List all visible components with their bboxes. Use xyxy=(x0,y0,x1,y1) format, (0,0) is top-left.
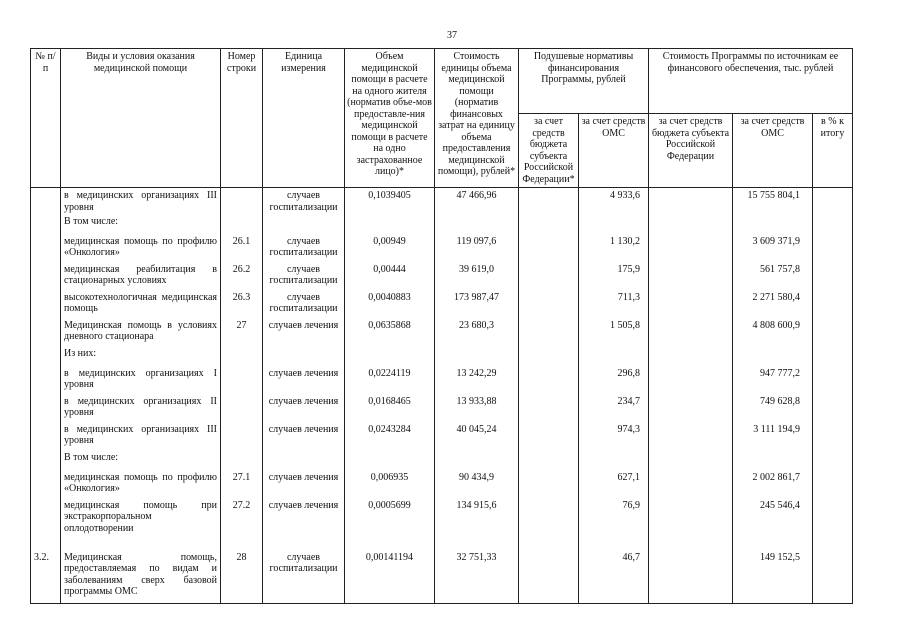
row-per-capita-oms: 1 505,8 xyxy=(579,320,649,348)
row-unit xyxy=(263,452,345,472)
row-name: Медицинская помощь, предоставляемая по видам и заболеваниям сверх базовой программы ОМС xyxy=(61,552,221,604)
row-name: медицинская помощь при экстракорпоральном оплодотворении xyxy=(61,500,221,552)
row-per-capita-oms: 4 933,6 xyxy=(579,188,649,216)
row-per-capita-oms xyxy=(579,348,649,368)
row-number xyxy=(31,236,61,264)
row-line xyxy=(221,424,263,452)
row-total-oms xyxy=(733,452,813,472)
row-cost: 13 242,29 xyxy=(435,368,519,396)
row-total-oms: 749 628,8 xyxy=(733,396,813,424)
row-number xyxy=(31,320,61,348)
row-name: Медицинская помощь в условиях дневного стационара xyxy=(61,320,221,348)
header-num: № п/п xyxy=(31,49,61,188)
row-total-budget xyxy=(649,188,733,216)
header-per-capita-oms: за счет средств ОМС xyxy=(579,114,649,188)
row-total-pct xyxy=(813,472,853,500)
table-row xyxy=(31,552,853,604)
row-cost xyxy=(435,216,519,236)
row-volume: 0,006935 xyxy=(345,472,435,500)
row-unit: случаев лечения xyxy=(263,472,345,500)
header-row: Номер строки xyxy=(221,49,263,188)
row-line: 26.3 xyxy=(221,292,263,320)
row-total-oms: 3 111 194,9 xyxy=(733,424,813,452)
row-number xyxy=(31,264,61,292)
row-total-oms: 947 777,2 xyxy=(733,368,813,396)
row-per-capita-oms: 711,3 xyxy=(579,292,649,320)
row-name: высокотехнологичная медицинская помощь xyxy=(61,292,221,320)
row-cost: 90 434,9 xyxy=(435,472,519,500)
row-total-pct xyxy=(813,424,853,452)
row-number xyxy=(31,188,61,216)
table-row xyxy=(31,472,853,500)
row-per-capita-budget xyxy=(519,472,579,500)
row-total-budget xyxy=(649,424,733,452)
row-total-pct xyxy=(813,348,853,368)
row-total-oms xyxy=(733,348,813,368)
row-unit xyxy=(263,216,345,236)
row-per-capita-oms: 627,1 xyxy=(579,472,649,500)
row-volume: 0,0635868 xyxy=(345,320,435,348)
row-cost xyxy=(435,348,519,368)
row-name: в медицинских организациях I уровня xyxy=(61,368,221,396)
row-cost: 47 466,96 xyxy=(435,188,519,216)
row-per-capita-budget xyxy=(519,320,579,348)
row-total-budget xyxy=(649,396,733,424)
row-number xyxy=(31,216,61,236)
header-cost: Стоимость единицы объема медицинской помощи (норматив финансовых затрат на единицу объема предоставления медицинской помощи), рублей* xyxy=(435,49,519,188)
row-total-oms: 4 808 600,9 xyxy=(733,320,813,348)
row-total-pct xyxy=(813,320,853,348)
row-unit: случаев госпитализации xyxy=(263,552,345,604)
header-per-capita-budget: за счет средств бюджета субъекта Российской Федерации* xyxy=(519,114,579,188)
row-total-pct xyxy=(813,216,853,236)
row-total-budget xyxy=(649,320,733,348)
table-row xyxy=(31,188,853,216)
row-line xyxy=(221,216,263,236)
program-cost-table xyxy=(30,48,853,604)
row-per-capita-budget xyxy=(519,424,579,452)
row-volume: 0,00141194 xyxy=(345,552,435,604)
row-name: в медицинских организациях III уровня xyxy=(61,188,221,216)
row-number xyxy=(31,368,61,396)
row-total-budget xyxy=(649,236,733,264)
row-total-pct xyxy=(813,368,853,396)
row-volume xyxy=(345,216,435,236)
row-cost: 39 619,0 xyxy=(435,264,519,292)
header-volume: Объем медицинской помощи в расчете на одного жителя (норматив объе-мов предоставле-ния медицинской помощи в расчете на одно застрахованное лицо)* xyxy=(345,49,435,188)
row-per-capita-oms: 974,3 xyxy=(579,424,649,452)
row-per-capita-budget xyxy=(519,264,579,292)
row-per-capita-budget xyxy=(519,368,579,396)
row-total-pct xyxy=(813,236,853,264)
row-number xyxy=(31,424,61,452)
row-name: в медицинских организациях II уровня xyxy=(61,396,221,424)
row-unit: случаев лечения xyxy=(263,320,345,348)
row-name: в медицинских организациях III уровня xyxy=(61,424,221,452)
row-total-oms: 245 546,4 xyxy=(733,500,813,552)
row-unit: случаев лечения xyxy=(263,396,345,424)
header-total-oms: за счет средств ОМС xyxy=(733,114,813,188)
row-volume xyxy=(345,348,435,368)
row-cost: 32 751,33 xyxy=(435,552,519,604)
row-line: 26.2 xyxy=(221,264,263,292)
row-number xyxy=(31,396,61,424)
table-row xyxy=(31,320,853,348)
row-total-oms: 149 152,5 xyxy=(733,552,813,604)
row-total-pct xyxy=(813,396,853,424)
row-cost: 119 097,6 xyxy=(435,236,519,264)
row-line: 28 xyxy=(221,552,263,604)
row-line xyxy=(221,452,263,472)
header-per-capita: Подушевые нормативы финансирования Программы, рублей xyxy=(519,49,649,114)
table-row xyxy=(31,348,853,368)
row-cost: 40 045,24 xyxy=(435,424,519,452)
row-cost: 23 680,3 xyxy=(435,320,519,348)
row-name: В том числе: xyxy=(61,452,221,472)
row-volume: 0,00444 xyxy=(345,264,435,292)
row-line: 27 xyxy=(221,320,263,348)
row-total-budget xyxy=(649,292,733,320)
row-line xyxy=(221,188,263,216)
row-per-capita-budget xyxy=(519,216,579,236)
row-per-capita-oms: 175,9 xyxy=(579,264,649,292)
table-row xyxy=(31,236,853,264)
row-total-budget xyxy=(649,552,733,604)
row-cost: 173 987,47 xyxy=(435,292,519,320)
row-total-pct xyxy=(813,188,853,216)
row-total-oms: 2 002 861,7 xyxy=(733,472,813,500)
header-total-pct: в % к итогу xyxy=(813,114,853,188)
row-per-capita-oms: 46,7 xyxy=(579,552,649,604)
row-total-budget xyxy=(649,500,733,552)
row-per-capita-oms xyxy=(579,452,649,472)
table-row xyxy=(31,216,853,236)
row-line: 27.1 xyxy=(221,472,263,500)
row-name: медицинская помощь по профилю «Онкология» xyxy=(61,472,221,500)
table-row xyxy=(31,264,853,292)
row-volume: 0,1039405 xyxy=(345,188,435,216)
row-per-capita-budget xyxy=(519,188,579,216)
row-unit: случаев лечения xyxy=(263,368,345,396)
row-unit: случаев лечения xyxy=(263,500,345,552)
row-volume xyxy=(345,452,435,472)
row-per-capita-oms: 296,8 xyxy=(579,368,649,396)
row-per-capita-oms: 76,9 xyxy=(579,500,649,552)
row-number xyxy=(31,292,61,320)
row-total-budget xyxy=(649,348,733,368)
row-name: медицинская реабилитация в стационарных условиях xyxy=(61,264,221,292)
row-line xyxy=(221,396,263,424)
table-row xyxy=(31,452,853,472)
table-row xyxy=(31,292,853,320)
row-per-capita-budget xyxy=(519,348,579,368)
header-name: Виды и условия оказания медицинской помощи xyxy=(61,49,221,188)
row-volume: 0,0168465 xyxy=(345,396,435,424)
row-number xyxy=(31,500,61,552)
row-unit: случаев госпитализации xyxy=(263,292,345,320)
row-total-budget xyxy=(649,472,733,500)
row-per-capita-oms xyxy=(579,216,649,236)
row-per-capita-budget xyxy=(519,552,579,604)
row-number xyxy=(31,348,61,368)
row-per-capita-budget xyxy=(519,396,579,424)
row-total-pct xyxy=(813,500,853,552)
row-total-budget xyxy=(649,452,733,472)
header-total-budget: за счет средств бюджета субъекта Российской Федерации xyxy=(649,114,733,188)
row-volume: 0,0005699 xyxy=(345,500,435,552)
row-cost: 13 933,88 xyxy=(435,396,519,424)
row-total-oms: 2 271 580,4 xyxy=(733,292,813,320)
table-row xyxy=(31,424,853,452)
row-total-pct xyxy=(813,292,853,320)
row-number xyxy=(31,452,61,472)
header-unit: Единица измерения xyxy=(263,49,345,188)
row-volume: 0,00949 xyxy=(345,236,435,264)
row-line: 26.1 xyxy=(221,236,263,264)
row-volume: 0,0040883 xyxy=(345,292,435,320)
row-per-capita-budget xyxy=(519,500,579,552)
row-total-pct xyxy=(813,552,853,604)
row-total-budget xyxy=(649,264,733,292)
row-line: 27.2 xyxy=(221,500,263,552)
row-per-capita-budget xyxy=(519,452,579,472)
row-total-budget xyxy=(649,216,733,236)
row-name: Из них: xyxy=(61,348,221,368)
row-total-budget xyxy=(649,368,733,396)
row-volume: 0,0243284 xyxy=(345,424,435,452)
row-number xyxy=(31,472,61,500)
row-per-capita-budget xyxy=(519,236,579,264)
row-name: В том числе: xyxy=(61,216,221,236)
row-unit: случаев госпитализации xyxy=(263,188,345,216)
row-total-oms xyxy=(733,216,813,236)
row-total-pct xyxy=(813,264,853,292)
table-row xyxy=(31,500,853,552)
table-row xyxy=(31,396,853,424)
row-total-oms: 3 609 371,9 xyxy=(733,236,813,264)
header-total: Стоимость Программы по источникам ее финансового обеспечения, тыс. рублей xyxy=(649,49,853,114)
row-unit xyxy=(263,348,345,368)
row-per-capita-oms: 234,7 xyxy=(579,396,649,424)
row-name: медицинская помощь по профилю «Онкология» xyxy=(61,236,221,264)
row-total-oms: 561 757,8 xyxy=(733,264,813,292)
row-unit: случаев госпитализации xyxy=(263,236,345,264)
row-per-capita-oms: 1 130,2 xyxy=(579,236,649,264)
row-total-pct xyxy=(813,452,853,472)
table-row xyxy=(31,368,853,396)
row-cost xyxy=(435,452,519,472)
row-line xyxy=(221,368,263,396)
row-total-oms: 15 755 804,1 xyxy=(733,188,813,216)
row-unit: случаев лечения xyxy=(263,424,345,452)
row-line xyxy=(221,348,263,368)
row-cost: 134 915,6 xyxy=(435,500,519,552)
row-volume: 0,0224119 xyxy=(345,368,435,396)
row-number: 3.2. xyxy=(31,552,61,604)
row-per-capita-budget xyxy=(519,292,579,320)
row-unit: случаев госпитализации xyxy=(263,264,345,292)
page-number: 37 xyxy=(447,30,457,41)
